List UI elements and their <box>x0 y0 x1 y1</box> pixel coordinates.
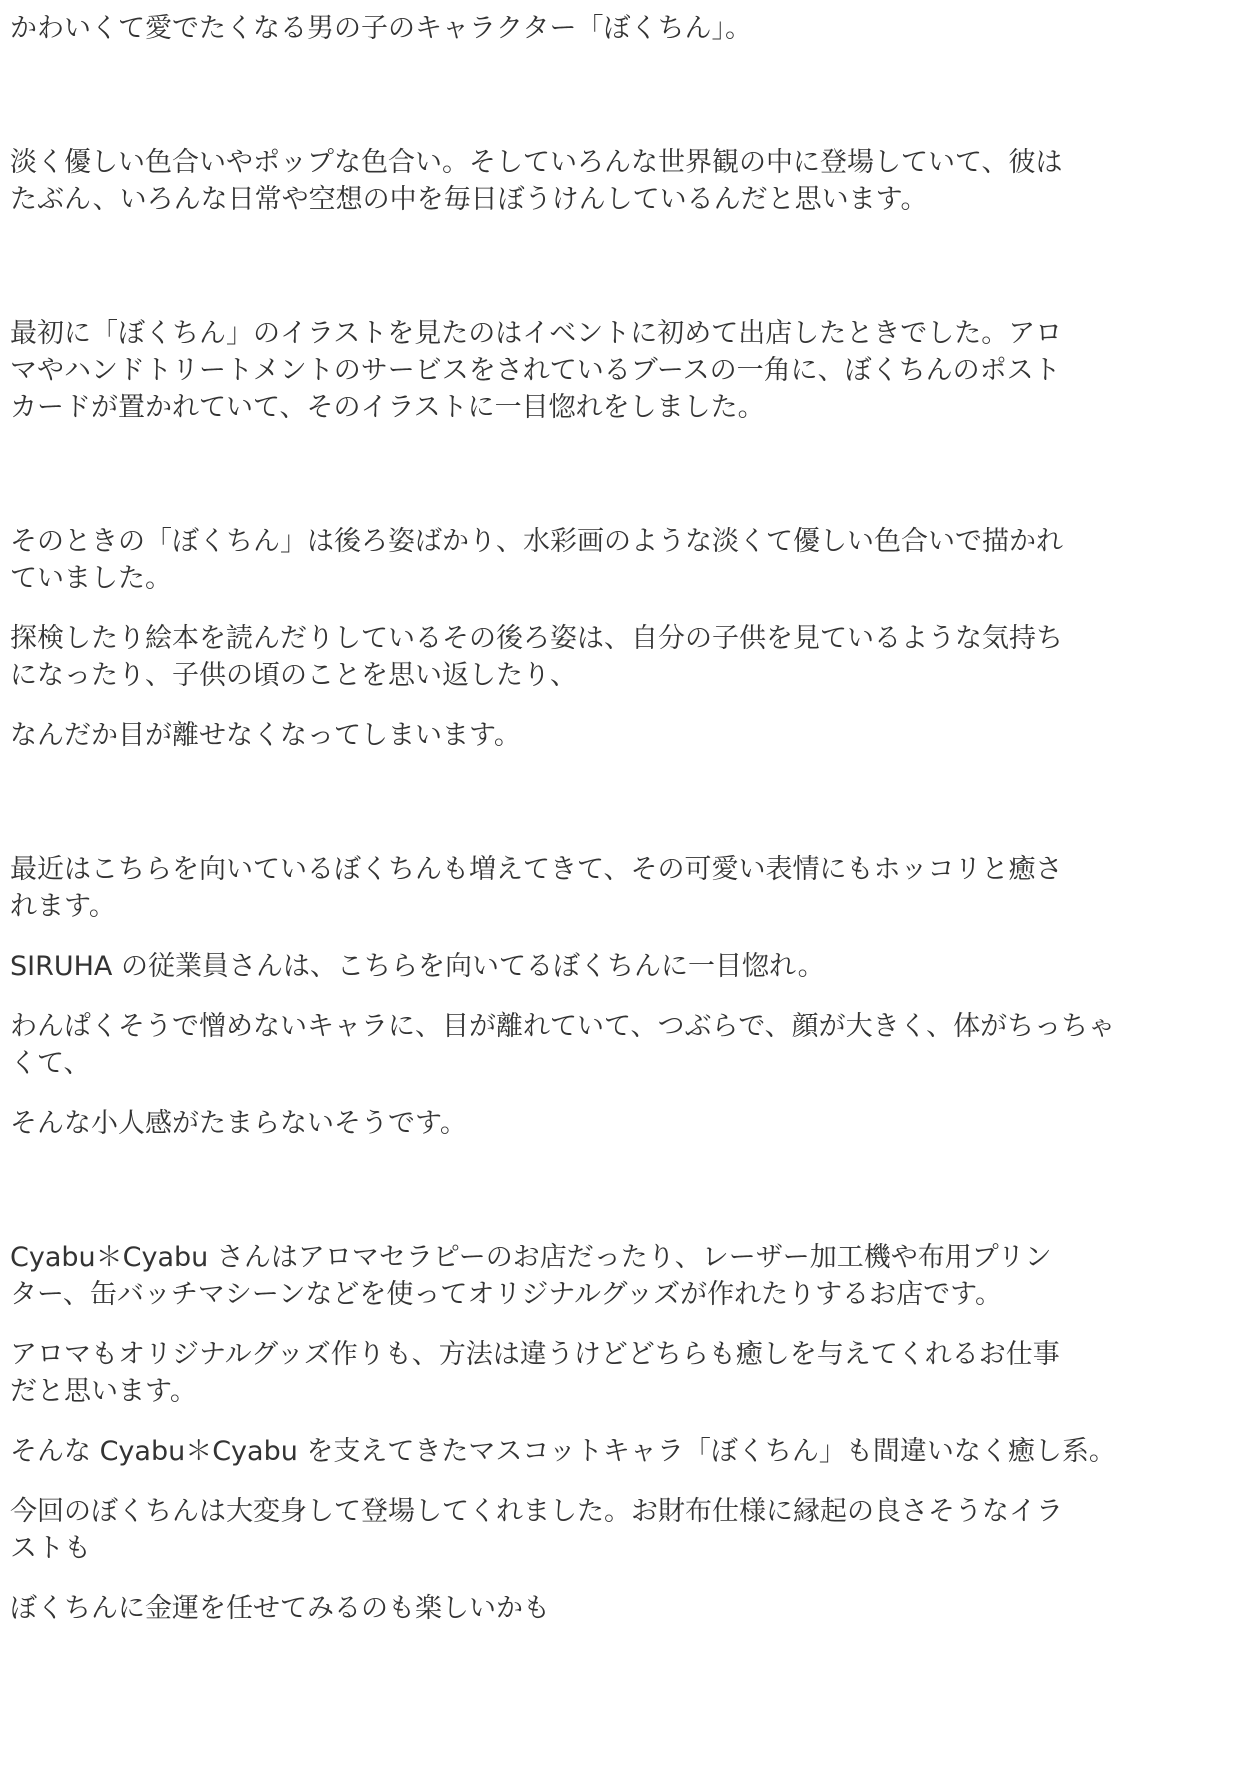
paragraph-mascot: そんな Cyabu＊Cyabu を支えてきたマスコットキャラ「ぼくちん」も間違いなく癒し系。 <box>10 1436 1116 1467</box>
paragraph-first-encounter: 最初に「ぼくちん」のイラストを見たのはイベントに初めて出店したときでした。アロ マやハンドトリートメントのサービスをされているブースの一角に、ぼくちんのポスト カードが置かれていて、そのイラストに一目惚れをしました。 <box>10 318 1063 423</box>
paragraph-small-feel: そんな小人感がたまらないそうです。 <box>10 1108 467 1139</box>
paragraph-character-traits: わんぱくそうで憎めないキャラに、目が離れていて、つぶらで、顔が大きく、体がちっちゃ くて、 <box>10 1011 1116 1079</box>
paragraph-fortune: ぼくちんに金運を任せてみるのも楽しいかも <box>10 1593 550 1624</box>
paragraph-recent: 最近はこちらを向いているぼくちんも増えてきて、その可愛い表情にもホッコリと癒さ れます。 <box>10 854 1063 922</box>
paragraph-cant-look-away: なんだか目が離せなくなってしまいます。 <box>10 720 521 751</box>
paragraph-healing: アロマもオリジナルグッズ作りも、方法は違うけどどちらも癒しを与えてくれるお仕事 だと思います。 <box>10 1339 1060 1407</box>
paragraph-intro: かわいくて愛でたくなる男の子のキャラクター「ぼくちん」。 <box>10 13 752 44</box>
paragraph-siruha: SIRUHA の従業員さんは、こちらを向いてるぼくちんに一目惚れ。 <box>10 951 825 982</box>
paragraph-colors: 淡く優しい色合いやポップな色合い。そしていろんな世界観の中に登場していて、彼は たぶん、いろんな日常や空想の中を毎日ぼうけんしているんだと思います。 <box>10 147 1063 215</box>
paragraph-back-view: そのときの「ぼくちん」は後ろ姿ばかり、水彩画のような淡くて優しい色合いで描かれ ていました。 <box>10 526 1063 594</box>
paragraph-exploring: 探検したり絵本を読んだりしているその後ろ姿は、自分の子供を見ているような気持ち になったり、子供の頃のことを思い返したり、 <box>10 623 1063 691</box>
paragraph-transformation: 今回のぼくちんは大変身して登場してくれました。お財布仕様に縁起の良さそうなイラ ストも <box>10 1496 1063 1564</box>
paragraph-shop-intro: Cyabu＊Cyabu さんはアロマセラピーのお店だったり、レーザー加工機や布用プリン ター、缶バッチマシーンなどを使ってオリジナルグッズが作れたりするお店です。 <box>10 1242 1052 1310</box>
article-body <box>10 10 1236 1627</box>
